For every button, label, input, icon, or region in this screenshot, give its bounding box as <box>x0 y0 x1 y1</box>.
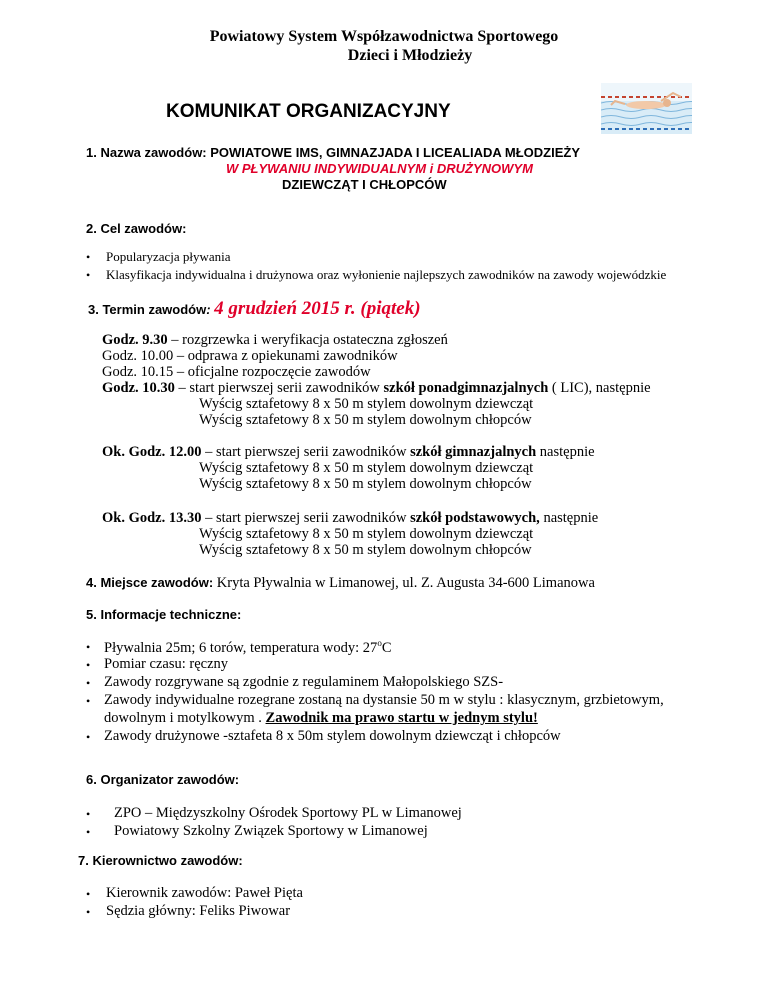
section-7-heading: 7. Kierownictwo zawodów: <box>78 853 243 868</box>
tech-item-unit: C <box>381 639 392 656</box>
tech-item-text: Pływalnia 25m; 6 torów, temperatura wody: 27 <box>104 639 378 656</box>
competition-category: DZIEWCZĄT I CHŁOPCÓW <box>282 177 447 192</box>
tech-item-2: Pomiar czasu: ręczny <box>104 656 229 672</box>
relay-girls: Wyścig sztafetowy 8 x 50 m stylem dowolnym dziewcząt <box>199 396 534 412</box>
bullet-icon: • <box>86 676 91 690</box>
organizer-2: Powiatowy Szkolny Związek Sportowy w Limanowej <box>114 823 428 839</box>
school-type: szkół ponadgimnazjalnych <box>383 380 549 396</box>
bullet-icon: • <box>86 640 91 654</box>
bullet-icon: • <box>86 268 91 282</box>
bullet-icon: • <box>86 730 91 744</box>
degree-sup: o <box>377 638 382 648</box>
bullet-icon: • <box>86 905 91 919</box>
schedule-text: ( LIC), następnie <box>548 380 651 396</box>
swimmer-illustration <box>601 83 692 134</box>
bullet-icon: • <box>86 825 91 839</box>
head-referee: Sędzia główny: Feliks Piwowar <box>106 903 291 919</box>
competition-date: 4 grudzień 2015 r. (piątek) <box>214 298 421 319</box>
tech-item-5: Zawody drużynowe -sztafeta 8 x 50m stylem dowolnym dziewcząt i chłopców <box>104 728 561 744</box>
section-4-line <box>86 574 595 592</box>
section-1-label: 1. Nazwa zawodów: <box>86 145 211 160</box>
schedule-text: – start pierwszej serii zawodników <box>174 380 384 396</box>
school-type: szkół podstawowych, <box>410 510 540 526</box>
section-3-line <box>88 298 421 320</box>
school-type: szkół gimnazjalnych <box>410 444 537 460</box>
organizer-1: ZPO – Międzyszkolny Ośrodek Sportowy PL w Limanowej <box>114 805 462 821</box>
bullet-icon: • <box>86 694 91 708</box>
schedule-time: Godz. 10.15 <box>102 364 174 380</box>
section-3-colon: : <box>206 302 215 317</box>
relay-boys: Wyścig sztafetowy 8 x 50 m stylem dowolnym chłopców <box>199 476 532 492</box>
schedule-text: – rozgrzewka i weryfikacja ostateczna zgłoszeń <box>167 332 448 348</box>
schedule-text: – start pierwszej serii zawodników <box>201 510 411 526</box>
section-3-label: 3. Termin zawodów <box>88 302 207 317</box>
goal-item-1: Popularyzacja pływania <box>106 249 231 264</box>
section-1-line <box>86 145 580 160</box>
schedule-time: Godz. 9.30 <box>102 332 168 348</box>
tech-item-4-line-1: Zawody indywidualne rozegrane zostaną na dystansie 50 m w stylu : klasycznym, grzbietowym, <box>104 692 664 708</box>
schedule-text: – oficjalne rozpoczęcie zawodów <box>173 364 371 380</box>
schedule-block-2 <box>102 444 595 461</box>
schedule-time: Ok. Godz. 12.00 <box>102 444 202 460</box>
schedule-text: następnie <box>536 444 595 460</box>
tech-item-text: dowolnym i motylkowym . <box>104 710 266 726</box>
schedule-time: Ok. Godz. 13.30 <box>102 510 202 526</box>
section-5-heading: 5. Informacje techniczne: <box>86 607 242 622</box>
schedule-row-1 <box>102 332 448 349</box>
bullet-icon: • <box>86 658 91 672</box>
bullet-icon: • <box>86 887 91 901</box>
header-line-1: Powiatowy System Współzawodnictwa Sportowego <box>209 28 559 45</box>
goal-item-2: Klasyfikacja indywidualna i drużynowa oraz wyłonienie najlepszych zawodników na zawody wojewódzkie <box>106 267 667 282</box>
header-line-2: Dzieci i Młodzieży <box>347 47 473 64</box>
schedule-time: Godz. 10.00 <box>102 348 174 364</box>
schedule-text: – start pierwszej serii zawodników <box>201 444 411 460</box>
schedule-time: Godz. 10.30 <box>102 380 175 396</box>
section-2-heading: 2. Cel zawodów: <box>86 221 187 236</box>
start-rule: Zawodnik ma prawo startu w jednym stylu! <box>265 710 538 726</box>
competition-discipline: W PŁYWANIU INDYWIDUALNYM i DRUŻYNOWYM <box>226 161 533 176</box>
director: Kierownik zawodów: Paweł Pięta <box>106 885 303 901</box>
schedule-row-3 <box>102 364 371 381</box>
bullet-icon: • <box>86 250 91 264</box>
schedule-row-4 <box>102 380 651 397</box>
relay-girls: Wyścig sztafetowy 8 x 50 m stylem dowolnym dziewcząt <box>199 526 534 542</box>
relay-boys: Wyścig sztafetowy 8 x 50 m stylem dowolnym chłopców <box>199 542 532 558</box>
tech-item-1 <box>104 638 391 657</box>
schedule-text: – odprawa z opiekunami zawodników <box>173 348 398 364</box>
schedule-row-2 <box>102 348 398 365</box>
competition-name: POWIATOWE IMS, GIMNAZJADA I LICEALIADA MŁODZIEŻY <box>210 145 581 160</box>
tech-item-3: Zawody rozgrywane są zgodnie z regulaminem Małopolskiego SZS- <box>104 674 504 690</box>
page-title: KOMUNIKAT ORGANIZACYJNY <box>166 101 451 122</box>
schedule-block-3 <box>102 510 598 527</box>
venue: Kryta Pływalnia w Limanowej, ul. Z. Augusta 34-600 Limanowa <box>213 575 595 591</box>
section-4-label: 4. Miejsce zawodów: <box>86 575 214 590</box>
section-6-heading: 6. Organizator zawodów: <box>86 772 240 787</box>
tech-item-4-line-2 <box>104 710 538 727</box>
bullet-icon: • <box>86 807 91 821</box>
relay-girls: Wyścig sztafetowy 8 x 50 m stylem dowolnym dziewcząt <box>199 460 534 476</box>
schedule-text: następnie <box>539 510 599 526</box>
relay-boys: Wyścig sztafetowy 8 x 50 m stylem dowolnym chłopców <box>199 412 532 428</box>
